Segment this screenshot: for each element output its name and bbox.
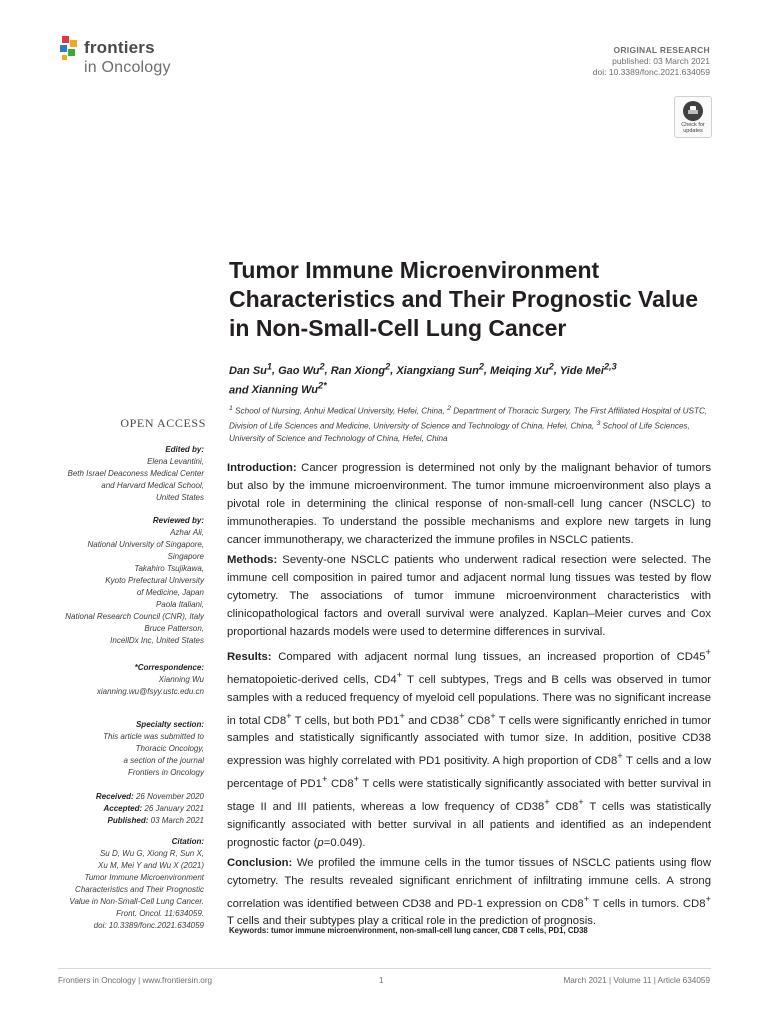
check-for-updates-badge[interactable] (674, 96, 712, 138)
abstract-results: Results: Compared with adjacent normal lung tissues, an increased proportion of CD45+ hematopoietic-derived cells, CD4+ T cell subtypes, Tregs and B cells was observed in tumor samples with a reduced frequency of myeloid cell populations. There was no significant increase in total CD8+ T cells, but both PD1+ and CD38+ CD8+ T cells were significantly enriched in tumor samples and statistically significantly associated with tumor size. In addition, positive CD38 expression was highly correlated with PD1 positivity. A high proportion of CD8+ T cells and a low percentage of PD1+ CD8+ T cells were statistically significantly associated with better survival in stage II and III patients, whereas a low frequency of CD38+ CD8+ T cells was statistically significantly associated with better survival in all patients and identified as an independent prognostic factor (p=0.049). (227, 646, 712, 849)
author[interactable]: Xianning $Wu^{2*}$ (251, 380, 327, 397)
frontiers-logo-icon (58, 36, 80, 62)
abstract-conclusion: Conclusion: We profiled the immune cells in the tumor tissues of NSCLC patients using flow cytometry. The results revealed significant enrichment of infiltrating immune cells. A strong correlation was identified between CD38 and PD-1 expression on CD8+ T cells in tumors. CD8+ T cells and their subtypes play a critical role in the prediction of prognosis. (227, 856, 711, 928)
footer-divider (58, 968, 711, 969)
edited-by-section: Edited by: Elena Levantini, Beth Israel Deaconess Medical Center and Harvard Medical School, United States (67, 445, 204, 502)
specialty-section: Specialty section: This article was submitted to Thoracic Oncology, a section of the journal Frontiers in Oncology (103, 720, 204, 777)
section-heading: Introduction: (227, 462, 297, 474)
correspondence-email[interactable]: xianning.wu@fsyy.ustc.edu.cn (96, 687, 204, 696)
abstract-methods: Methods: Seventy-one NSCLC patients who underwent radical resection were selected. The immune cell composition in paired tumor and adjacent normal lung tissues was tested by flow cytometry. The associations of tumor immune microenvironment characteristics with clinicopathological factors and overall survival were analyzed. Kaplan–Meier curves and Cox proportional hazards models were used to determine differences in survival. (227, 554, 711, 638)
keywords-text: tumor immune microenvironment, non-small-cell lung cancer, CD8 T cells, PD1, CD38 (271, 926, 588, 935)
article-title: Tumor Immune Microenvironment Characteristics and Their Prognostic Value in Non-Small-Cell Lung Cancer (229, 257, 699, 341)
logo-wordmark: frontiers (84, 38, 155, 57)
author-list: Dan Su$^1$, Gao Wu$^2$, Ran Xiong$^2$, Xiangxiang Sun$^2$, Meiqing Xu$^2$, Yide Mei$^{2,3}$ and Xianning $Wu^{2*}$ (229, 361, 617, 397)
keywords (229, 926, 711, 935)
journal-logo[interactable] (58, 34, 198, 84)
citation-doi[interactable]: doi: 10.3389/fonc.2021.634059 (93, 921, 204, 930)
section-heading: Conclusion: (227, 856, 293, 869)
author[interactable]: Ran Xiong$^2$ (330, 361, 391, 377)
check-updates-icon (683, 101, 703, 121)
author[interactable]: Meiqing Xu$^2$ (490, 361, 554, 377)
check-updates-label: Check for updates (681, 122, 705, 134)
author[interactable]: Yide Mei$^{2,3}$ (559, 361, 617, 377)
dates-section: Received: 26 November 2020 Accepted: 26 January 2021 Published: 03 March 2021 (95, 792, 204, 825)
published-date: published: 03 March 2021 (612, 56, 710, 66)
correspondence-section: *Correspondence: Xianning Wu xianning.wu@fsyy.ustc.edu.cn (34, 662, 204, 698)
author[interactable]: Gao Wu$^2$ (278, 361, 325, 377)
author[interactable]: Dan Su$^1$ (229, 361, 272, 377)
citation-section: Citation: Su D, Wu G, Xiong R, Sun X, Xu M, Mei Y and Wu X (2021) Tumor Immune Microenvironment Characteristics and Their Prognostic Value in Non-Small-Cell Lung Cancer. Front. Oncol. 11:634059. doi: 10.3389/fonc.2021.634059 (34, 836, 204, 932)
author[interactable]: Xiangxiang Sun$^2$ (396, 361, 484, 377)
section-heading: Results: (227, 650, 272, 663)
reviewed-by-section: Reviewed by: Azhar Ali, National University of Singapore, Singapore Takahiro Tsujikawa, Kyoto Prefectural University of Medicine, Japan Paola Italiani, National Research Council (CNR), Italy Bruce Patterson, IncellDx Inc, United States (65, 516, 204, 645)
abstract (227, 459, 711, 932)
abstract-introduction: Introduction: Cancer progression is determined not only by the malignant behavior of tumors but also by the immune microenvironment. The tumor immune microenvironment also plays a pivotal role in determining the clinical response of non-small-cell lung cancer (NSCLC) to immunotherapies. To understand the possible mechanisms and explore new targets in lung cancer immunotherapy, we characterized the immune profiles in NSCLC patients. (227, 462, 711, 546)
article-type: ORIGINAL RESEARCH (613, 45, 710, 55)
affiliations: $^1$ School of Nursing, Anhui Medical University, Hefei, China, $^2$ Department of Thoracic Surgery, The First Affiliated Hospital of USTC, Division of Life Sciences and Medicine, University of Science and Technology of China, Hefei, China, $^3$ School of Life Sciences, University of Science and Technology of China, Hefei, China (229, 405, 708, 443)
footer-journal-link[interactable]: Frontiers in Oncology | www.frontiersin.org (58, 976, 213, 985)
page-number: 1 (379, 976, 384, 985)
section-heading: Methods: (227, 554, 278, 566)
doi-link[interactable]: doi: 10.3389/fonc.2021.634059 (592, 67, 710, 77)
footer-issue-info: March 2021 | Volume 11 | Article 634059 (563, 976, 710, 985)
keywords-label: Keywords: (229, 926, 269, 935)
article-meta (593, 45, 710, 78)
logo-journal-name: in Oncology (84, 59, 171, 76)
open-access-label: OPEN ACCESS (120, 416, 206, 430)
